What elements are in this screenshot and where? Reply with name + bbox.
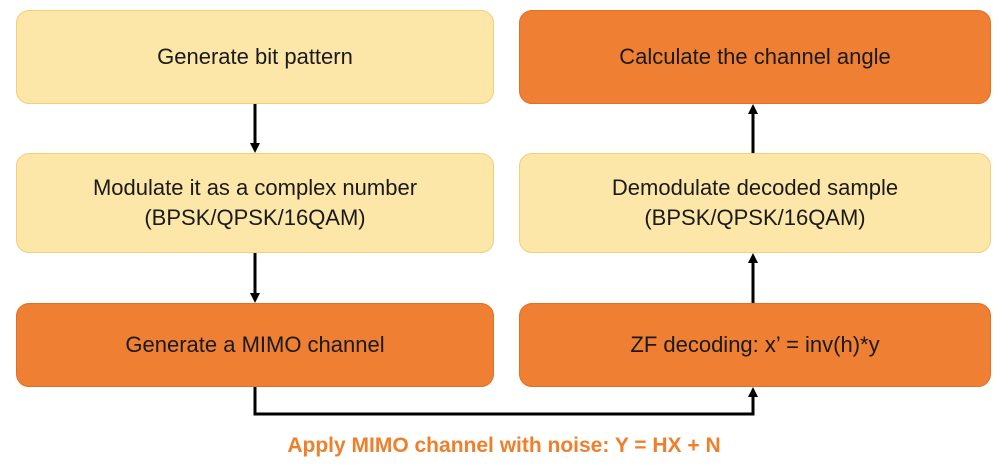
zf-decoding-box: [519, 303, 991, 387]
modulate-box: [16, 153, 494, 253]
modulate-scheme-label: (BPSK/QPSK/16QAM): [144, 205, 366, 230]
generate-bit-pattern-box: [16, 10, 494, 104]
modulate-label: Modulate it as a complex number: [92, 175, 418, 200]
demodulate-box: [519, 153, 991, 253]
generate-bit-pattern-label: Generate bit pattern: [157, 44, 353, 69]
demodulate-label: Demodulate decoded sample: [611, 175, 899, 200]
arrow-channel-to-zf: [255, 387, 753, 414]
calculate-channel-angle-label: Calculate the channel angle: [619, 44, 891, 69]
generate-mimo-channel-box: [16, 303, 494, 387]
channel-caption: Apply MIMO channel with noise: Y = HX + N: [287, 434, 721, 457]
zf-decoding-label: ZF decoding: x’ = inv(h)*y: [630, 332, 880, 357]
calculate-channel-angle-box: [519, 10, 991, 104]
demodulate-scheme-label: (BPSK/QPSK/16QAM): [644, 205, 866, 230]
generate-mimo-channel-label: Generate a MIMO channel: [125, 332, 385, 357]
